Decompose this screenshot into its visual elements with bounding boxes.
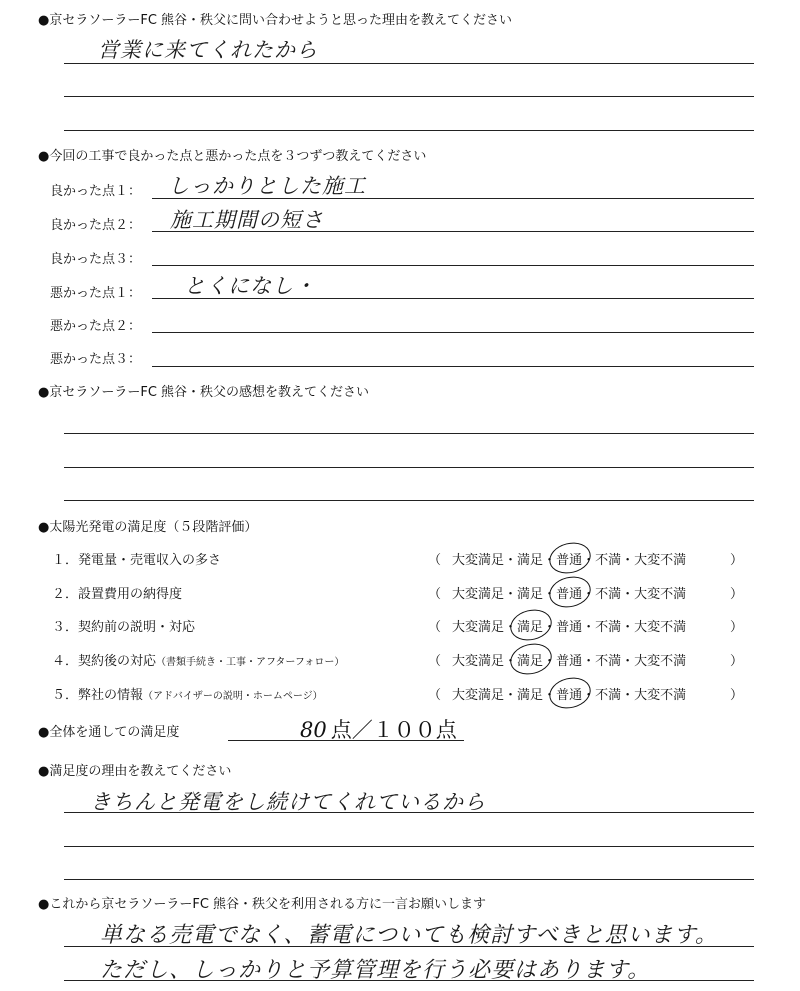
open-paren: （ [428,620,442,635]
q2-heading: ●今回の工事で良かった点と悪かった点を３つずつ教えてください [38,149,427,164]
rating-row-number: ４． [52,654,79,669]
answer-line [64,96,754,97]
rating-row-subtext: （アドバイザーの説明・ホームページ） [143,691,323,702]
option-separator: ・ [504,587,518,602]
rating-row-subtext: （書類手続き・工事・アフターフォロー） [156,657,345,668]
open-paren: （ [428,654,442,669]
rating-option-selected[interactable]: 普通 [556,684,582,703]
q5-answer: きちんと発電をし続けてくれているから [90,790,486,814]
option-separator: ・ [543,620,557,635]
answer-line [64,433,754,434]
q5-heading: ●満足度の理由を教えてください [38,764,232,779]
rating-option[interactable]: 普通 [556,654,583,669]
rating-option-selected[interactable]: 満足 [517,650,543,669]
answer-line [152,332,754,333]
rating-row-number: １． [52,553,79,568]
rating-option[interactable]: 満足 [517,553,544,568]
q3-heading: ●京セラソーラーFC 熊谷・秩父の感想を教えてください [38,385,370,400]
rating-row-number: ２． [52,587,79,602]
option-separator: ・ [504,688,518,703]
option-separator: ・ [621,654,635,669]
q6-answer-line-1: 単なる売電でなく、蓄電についても検討すべきと思います。 [100,923,718,948]
option-separator: ・ [582,620,596,635]
rating-option[interactable]: 大変不満 [634,688,687,703]
option-separator: ・ [543,587,557,602]
option-separator: ・ [621,553,635,568]
rating-option[interactable]: 大変満足 [452,654,505,669]
answer-line [152,366,754,367]
answer-line [64,130,754,131]
rating-row-text: 弊社の情報 [78,688,144,703]
rating-option[interactable]: 大変満足 [452,553,505,568]
rating-option[interactable]: 不満 [595,553,622,568]
rating-option-selected[interactable]: 普通 [556,583,582,602]
bad-point-1-answer: とくになし・ [184,274,316,298]
answer-line [152,265,754,266]
answer-line [64,467,754,468]
good-point-1-answer: しっかりとした施工 [168,174,366,198]
good-point-1-label: 良かった点１： [50,184,142,199]
rating-option-selected[interactable]: 普通 [556,549,582,568]
rating-row-label [52,583,182,602]
q1-answer: 営業に来てくれたから [98,38,318,62]
q4-heading: ●太陽光発電の満足度（５段階評価） [38,520,258,535]
option-separator: ・ [543,553,557,568]
rating-option-selected[interactable]: 満足 [517,616,543,635]
rating-option[interactable]: 普通 [556,620,583,635]
close-paren: ） [730,654,744,669]
open-paren: （ [428,553,442,568]
rating-option[interactable]: 不満 [595,587,622,602]
close-paren: ） [730,553,744,568]
answer-line [64,946,754,947]
overall-score-value: 80 [300,718,327,742]
answer-line [64,812,754,813]
answer-line [152,198,754,199]
option-separator: ・ [621,620,635,635]
rating-row-label [52,650,344,669]
rating-option[interactable]: 不満 [595,688,622,703]
rating-row-number: ３． [52,620,79,635]
rating-option[interactable]: 大変満足 [452,688,505,703]
open-paren: （ [428,587,442,602]
close-paren: ） [730,688,744,703]
overall-heading: ●全体を通しての満足度 [38,725,180,740]
rating-option[interactable]: 不満 [595,620,622,635]
overall-score-text: 点／１００点 [330,718,457,742]
rating-option[interactable]: 満足 [517,688,544,703]
answer-line [64,500,754,501]
q6-heading: ●これから京セラソーラーFC 熊谷・秩父を利用される方に一言お願いします [38,897,487,912]
rating-options [452,549,686,568]
rating-options [452,583,686,602]
option-separator: ・ [582,587,596,602]
rating-row-label [52,549,221,568]
rating-options [452,650,686,669]
good-point-3-label: 良かった点３： [50,252,142,267]
open-paren: （ [428,688,442,703]
rating-row-label [52,684,323,703]
score-line [228,740,464,741]
bad-point-1-label: 悪かった点１： [50,286,142,301]
rating-options [452,684,686,703]
good-point-2-answer: 施工期間の短さ [170,208,324,232]
bad-point-2-label: 悪かった点２： [50,319,142,334]
option-separator: ・ [582,688,596,703]
rating-option[interactable]: 大変満足 [452,587,505,602]
answer-line [64,980,754,981]
q1-heading: ●京セラソーラーFC 熊谷・秩父に問い合わせようと思った理由を教えてください [38,13,513,28]
close-paren: ） [730,620,744,635]
rating-option[interactable]: 満足 [517,587,544,602]
option-separator: ・ [543,654,557,669]
rating-row-number: ５． [52,688,79,703]
good-point-2-label: 良かった点２： [50,218,142,233]
option-separator: ・ [504,553,518,568]
rating-row-label [52,616,195,635]
rating-option[interactable]: 大変不満 [634,587,687,602]
option-separator: ・ [621,688,635,703]
q6-answer-line-2: ただし、しっかりと予算管理を行う必要はあります。 [100,958,651,983]
answer-line [64,879,754,880]
bad-point-3-label: 悪かった点３： [50,352,142,367]
rating-option[interactable]: 大変満足 [452,620,505,635]
rating-option[interactable]: 大変不満 [634,620,687,635]
close-paren: ） [730,587,744,602]
option-separator: ・ [621,587,635,602]
answer-line [64,63,754,64]
rating-option[interactable]: 大変不満 [634,654,687,669]
option-separator: ・ [504,654,518,669]
option-separator: ・ [582,654,596,669]
answer-line [152,298,754,299]
option-separator: ・ [504,620,518,635]
rating-options [452,616,686,635]
rating-row-text: 契約前の説明・対応 [78,620,196,635]
rating-row-text: 設置費用の納得度 [78,587,183,602]
answer-line [64,846,754,847]
option-separator: ・ [543,688,557,703]
rating-option[interactable]: 不満 [595,654,622,669]
rating-option[interactable]: 大変不満 [634,553,687,568]
rating-row-text: 契約後の対応 [78,654,157,669]
option-separator: ・ [582,553,596,568]
rating-row-text: 発電量・売電収入の多さ [78,553,222,568]
answer-line [152,231,754,232]
